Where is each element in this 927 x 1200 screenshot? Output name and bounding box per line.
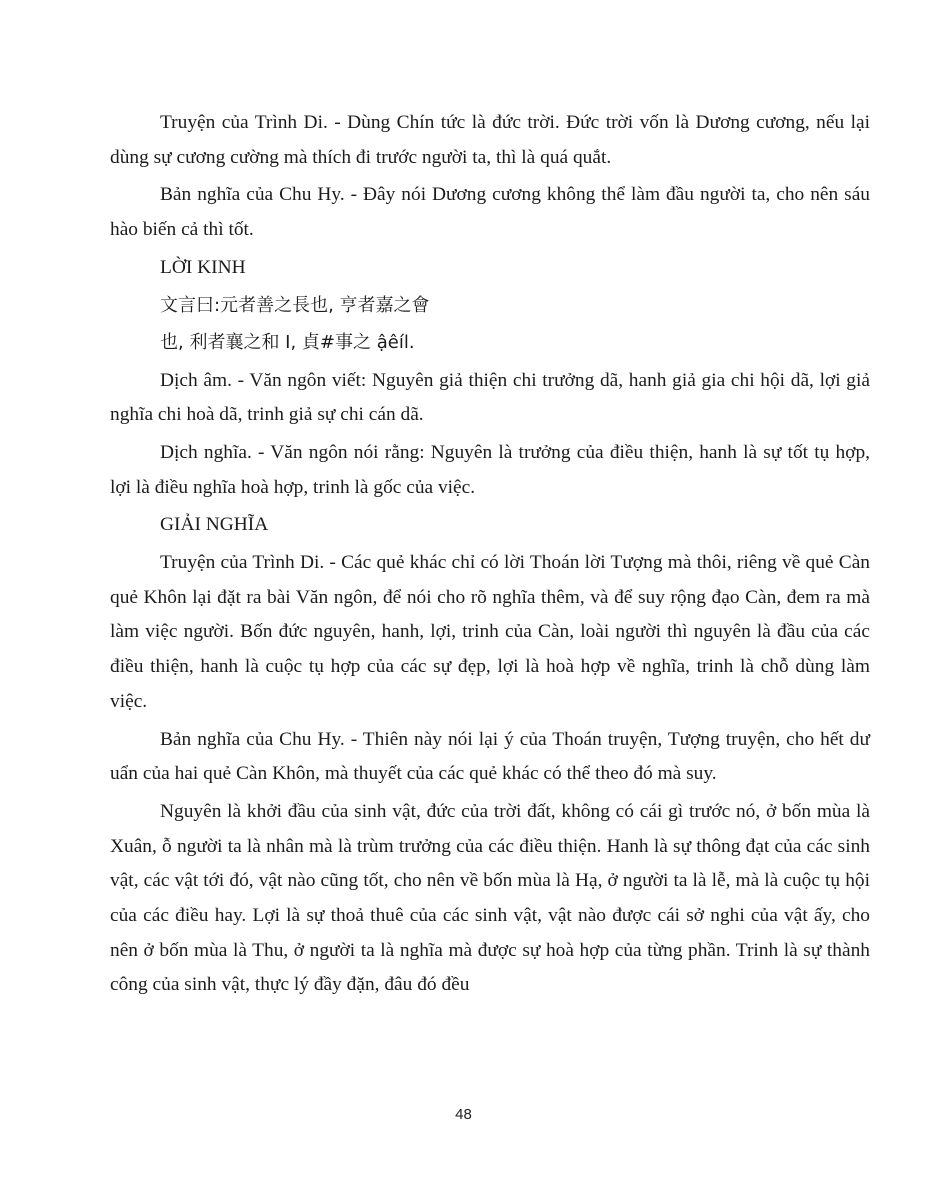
heading-giai-nghia: GIẢI NGHĨA [160,514,269,536]
paragraph-trinh-di-2: Truyện của Trình Di. - Các quẻ khác chỉ có lời Thoán lời Tượng mà thôi, riêng về quẻ Càn quẻ Khôn lại đặt ra bài Văn ngôn, để nói cho rõ nghĩa thêm, và để suy rộng đạo Càn, đem ra mà làm việc người. Bốn đức nguyên, hanh, lợi, trinh của Càn, loài người thì nguyên là đầu của các điều thiện, hanh là cuộc tụ hợp của các sự đẹp, lợi là hoà hợp về nghĩa, trinh là chỗ dùng làm việc. [110,552,870,712]
classical-text-line-1: 文言曰:元者善之長也, 亨者嘉之會 [160,294,430,316]
paragraph-dich-nghia: Dịch nghĩa. - Văn ngôn nói rằng: Nguyên là trưởng của điều thiện, hanh là sự tốt tụ hợp, lợi là điều nghĩa hoà hợp, trinh là gốc của việc. [110,441,870,498]
paragraph-trinh-di-1: Truyện của Trình Di. - Dùng Chín tức là đức trời. Đức trời vốn là Dương cương, nếu lại dùng sự cương cường mà thích đi trước người ta, thì là quá quắt. [110,112,870,168]
classical-text-line-2: 也, 利者襄之和 I, 貞#事之 ậêíl. [160,332,415,354]
page-number: 48 [455,1106,472,1123]
paragraph-chu-hy-1: Bản nghĩa của Chu Hy. - Đây nói Dương cương không thể làm đầu người ta, cho nên sáu hào biến cả thì tốt. [110,184,870,241]
paragraph-dich-am: Dịch âm. - Văn ngôn viết: Nguyên giả thiện chi trưởng dã, hanh giả gia chi hội dã, lợi giả nghĩa chi hoà dã, trinh giả sự chi cán dã. [110,369,870,426]
paragraph-nguyen: Nguyên là khởi đầu của sinh vật, đức của trời đất, không có cái gì trước nó, ở bốn mùa là Xuân, ỗ người ta là nhân mà là trùm trưởng của các điều thiện. Hanh là sự thông đạt của các sinh vật, các vật tới đó, vật nào cũng tốt, cho nên về bốn mùa là Hạ, ở người ta là lễ, mà là cuộc tụ hội của các điều hay. Lợi là sự thoả thuê của các sinh vật, vật nào được cái sở nghi của vật ấy, cho nên ở bốn mùa là Thu, ở người ta là nghĩa mà được sự hoà hợp của từng phần. Trinh là sự thành công của sinh vật, thực lý đầy đặn, đâu đó đều [110,800,870,996]
heading-loi-kinh: LỜI KINH [160,256,246,278]
page-body [110,106,870,1003]
paragraph-chu-hy-2: Bản nghĩa của Chu Hy. - Thiên này nói lại ý của Thoán truyện, Tượng truyện, cho hết dư uẩn của hai quẻ Càn Khôn, mà thuyết của các quẻ khác có thể theo đó mà suy. [110,728,870,785]
